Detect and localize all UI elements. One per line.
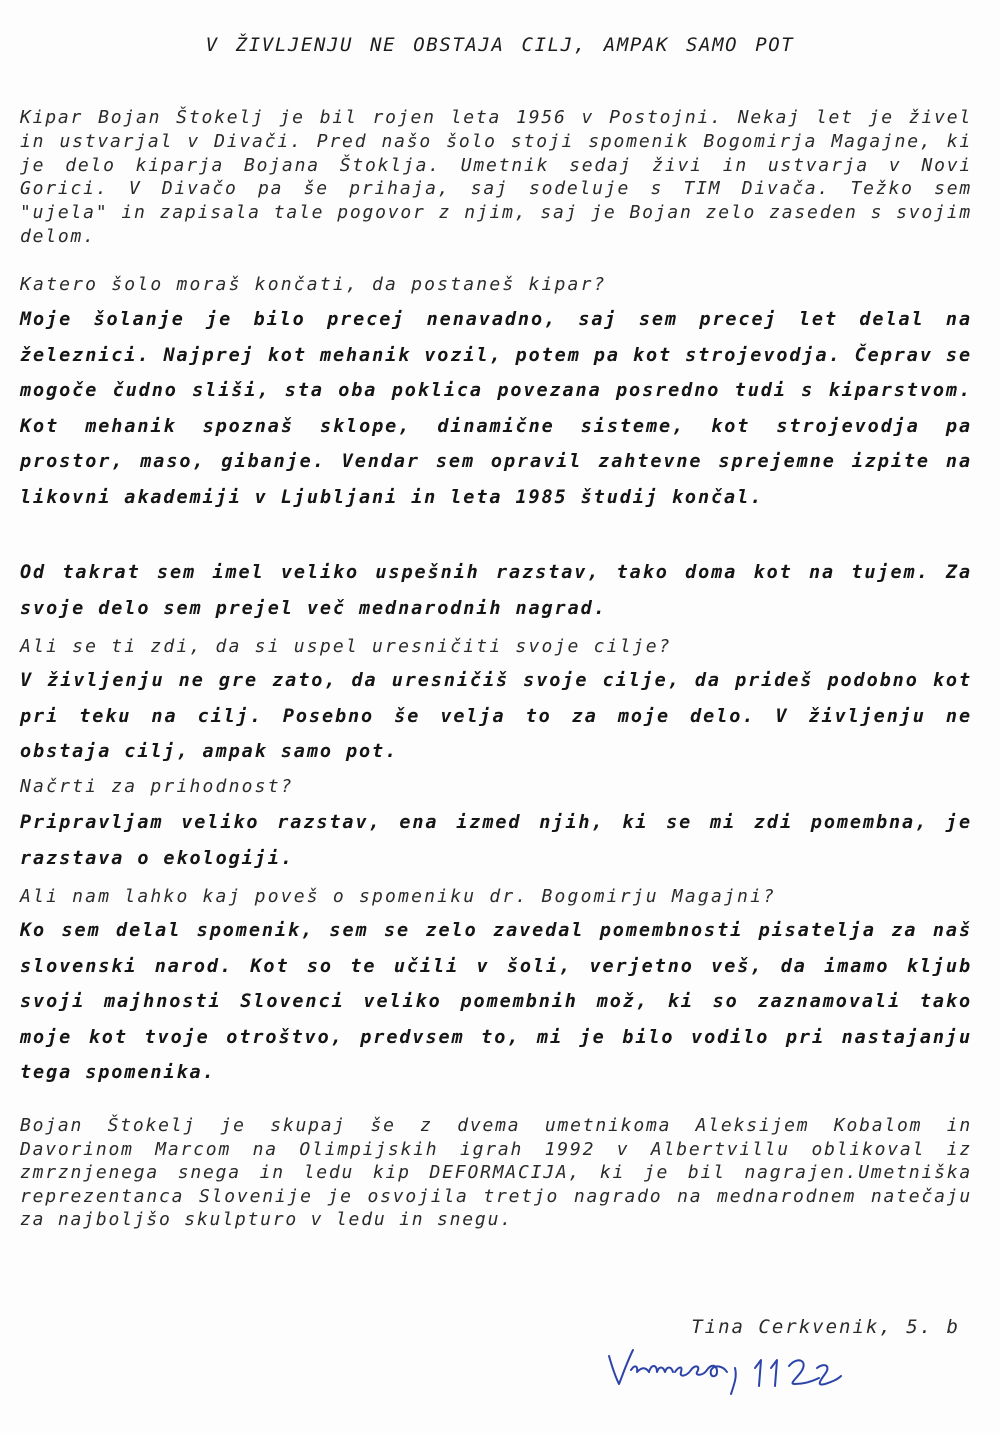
handwritten-signature xyxy=(605,1342,855,1412)
question-2: Ali se ti zdi, da si uspel uresničiti svoje cilje? xyxy=(20,636,672,657)
question-3: Načrti za prihodnost? xyxy=(20,776,294,797)
question-1: Katero šolo moraš končati, da postaneš kipar? xyxy=(20,274,607,295)
answer-3: Pripravljam veliko razstav, ena izmed njih, ki se mi zdi pomembna, je razstava o ekologiji. xyxy=(20,812,972,869)
answer-4: Ko sem delal spomenik, sem se zelo zavedal pomembnosti pisatelja za naš slovenski narod. Kot so te učili v šoli, verjetno veš, da imamo kljub svoji majhnosti Slovenci veliko pomembnih mož, ki so zaznamovali tako moje kot tvoje otroštvo, predvsem to, mi je bilo vodilo pri nastajanju tega spomenika. xyxy=(20,920,972,1084)
answer-1: Moje šolanje je bilo precej nenavadno, saj sem precej let delal na železnici. Najprej kot mehanik vozil, potem pa kot strojevodja. Čeprav se mogoče čudno sliši, sta oba poklica povezana posredno tudi s kiparstvom. Kot mehanik spoznaš sklope, dinamične sisteme, kot strojevodja pa prostor, maso, gibanje. Vendar sem opravil zahtevne sprejemne izpite na likovni akademiji v Ljubljani in leta 1985 študij končal. xyxy=(20,309,972,508)
author-credit: Tina Cerkvenik, 5. b xyxy=(691,1316,960,1338)
answer-2: V življenju ne gre zato, da uresničiš svoje cilje, da prideš podobno kot pri teku na cilj. Posebno še velja to za moje delo. V življenju ne obstaja cilj, ampak samo pot. xyxy=(20,670,972,763)
closing-paragraph: Bojan Štokelj je skupaj še z dvema umetnikoma Aleksijem Kobalom in Davorinom Marcom na Olimpijskih igrah 1992 v Albertvillu oblikoval iz zmrznjenega snega in ledu kip DEFORMACIJA, ki je bil nagrajen.Umetniška reprezentanca Slovenije je osvojila tretjo nagrado na mednarodnem natečaju za najboljšo skulpturo v ledu in snegu. xyxy=(20,1115,972,1230)
question-4: Ali nam lahko kaj poveš o spomeniku dr. Bogomirju Magajni? xyxy=(20,886,777,907)
document-title: V ŽIVLJENJU NE OBSTAJA CILJ, AMPAK SAMO POT xyxy=(205,34,795,56)
answer-1-continued: Od takrat sem imel veliko uspešnih razstav, tako doma kot na tujem. Za svoje delo sem prejel več mednarodnih nagrad. xyxy=(20,562,972,619)
intro-paragraph: Kipar Bojan Štokelj je bil rojen leta 1956 v Postojni. Nekaj let je živel in ustvarjal v Divači. Pred našo šolo stoji spomenik Bogomirja Magajne, ki je delo kiparja Bojana Štoklja. Umetnik sedaj živi in ustvarja v Novi Gorici. V Divačo pa še prihaja, saj sodeluje s TIM Divača. Težko sem "ujela" in zapisala tale pogovor z njim, saj je Bojan zelo zaseden s svojim delom. xyxy=(20,107,972,247)
